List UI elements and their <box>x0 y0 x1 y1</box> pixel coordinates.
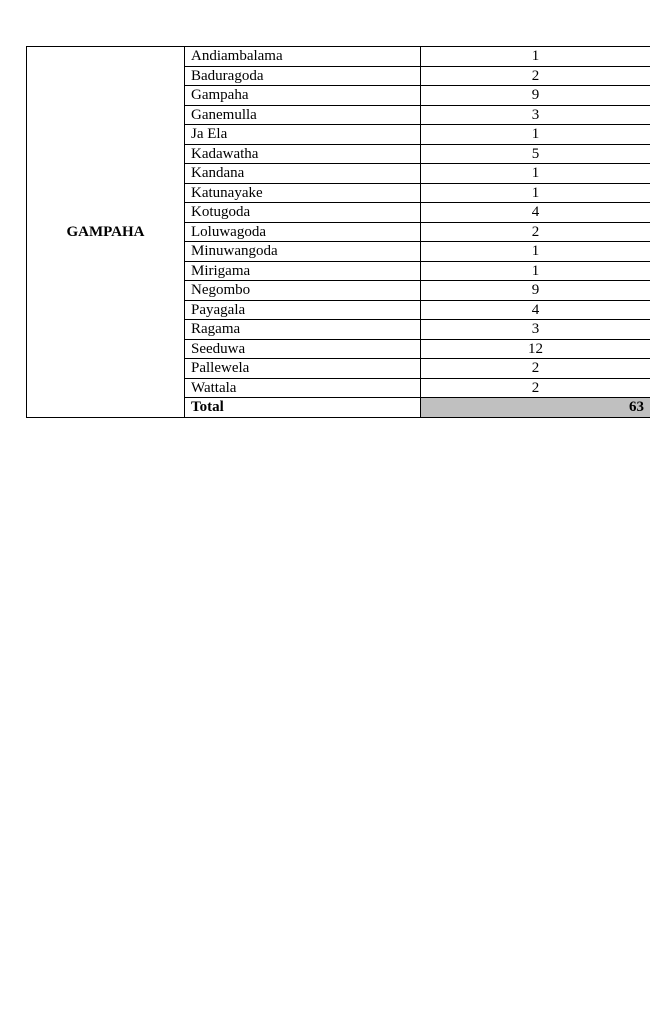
town-count: 2 <box>421 66 650 86</box>
town-count: 9 <box>421 281 650 301</box>
town-count: 1 <box>421 47 650 67</box>
town-name: Wattala <box>185 378 421 398</box>
town-name: Seeduwa <box>185 339 421 359</box>
town-count: 1 <box>421 125 650 145</box>
town-name: Andiambalama <box>185 47 421 67</box>
total-label: Total <box>185 398 421 418</box>
town-count: 2 <box>421 359 650 379</box>
town-count: 4 <box>421 300 650 320</box>
town-count: 2 <box>421 222 650 242</box>
town-name: Baduragoda <box>185 66 421 86</box>
town-count: 4 <box>421 203 650 223</box>
town-name: Ganemulla <box>185 105 421 125</box>
town-name: Kadawatha <box>185 144 421 164</box>
town-count: 1 <box>421 164 650 184</box>
district-name: GAMPAHA <box>27 47 185 418</box>
table-body <box>27 47 650 418</box>
town-name: Pallewela <box>185 359 421 379</box>
town-name: Mirigama <box>185 261 421 281</box>
town-name: Minuwangoda <box>185 242 421 262</box>
town-count: 2 <box>421 378 650 398</box>
town-count: 3 <box>421 105 650 125</box>
town-count: 12 <box>421 339 650 359</box>
table-row <box>27 47 650 67</box>
total-value: 63 <box>421 398 650 418</box>
town-count: 5 <box>421 144 650 164</box>
town-name: Kotugoda <box>185 203 421 223</box>
town-name: Payagala <box>185 300 421 320</box>
town-name: Ragama <box>185 320 421 340</box>
district-town-table <box>26 46 650 418</box>
town-count: 9 <box>421 86 650 106</box>
town-count: 1 <box>421 261 650 281</box>
town-count: 3 <box>421 320 650 340</box>
town-count: 1 <box>421 242 650 262</box>
town-name: Kandana <box>185 164 421 184</box>
town-name: Negombo <box>185 281 421 301</box>
town-count: 1 <box>421 183 650 203</box>
town-name: Gampaha <box>185 86 421 106</box>
town-name: Ja Ela <box>185 125 421 145</box>
town-name: Loluwagoda <box>185 222 421 242</box>
town-name: Katunayake <box>185 183 421 203</box>
